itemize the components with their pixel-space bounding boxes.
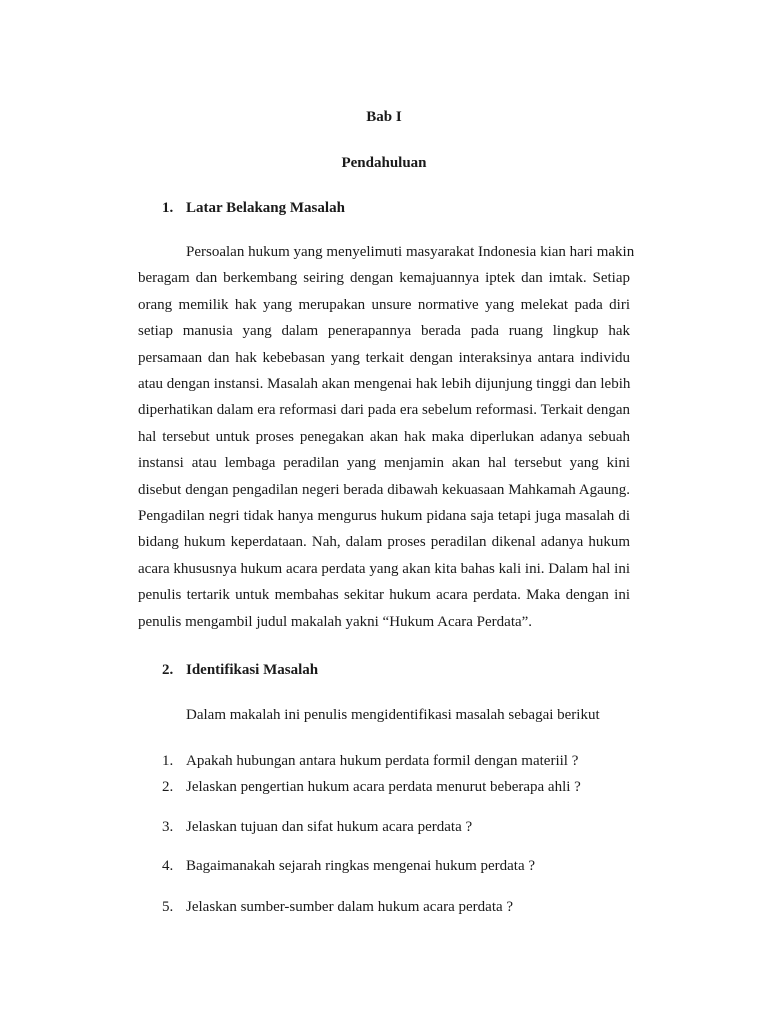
paragraph-line: disebut dengan pengadilan negeri berada dibawah kekuasaan Mahkamah Agaung. — [138, 481, 630, 498]
paragraph-line: orang memilik hak yang merupakan unsure normative yang melekat pada diri — [138, 296, 630, 313]
item-text: Jelaskan sumber-sumber dalam hukum acara perdata ? — [186, 899, 514, 915]
intro-text: Dalam makalah ini penulis mengidentifikasi masalah sebagai berikut — [186, 707, 600, 723]
paragraph-line: beragam dan berkembang seiring dengan kemajuannya iptek dan imtak. Setiap — [138, 270, 630, 287]
item-text: Apakah hubungan antara hukum perdata formil dengan materiil ? — [186, 753, 579, 769]
section-number: 1. — [162, 200, 174, 216]
item-number: 2. — [162, 779, 174, 795]
chapter-heading: Bab I — [366, 109, 402, 125]
paragraph-line: instansi atau lembaga peradilan yang menjamin akan hal tersebut yang kini — [138, 455, 630, 472]
chapter-title: Pendahuluan — [341, 155, 427, 171]
paragraph-line: persamaan dan hak kebebasan yang terkait dengan interaksinya antara individu — [138, 349, 630, 366]
paragraph-line: atau dengan instansi. Masalah akan mengenai hak lebih dijunjung tinggi dan lebih — [138, 376, 631, 392]
paragraph-line: penulis tertarik untuk membahas sekitar hukum acara perdata. Maka dengan ini — [138, 587, 630, 604]
paragraph-line: hal tersebut untuk proses penegakan akan hak maka diperlukan adanya sebuah — [138, 428, 630, 445]
paragraph-line: Persoalan hukum yang menyelimuti masyarakat Indonesia kian hari makin — [186, 244, 635, 260]
section-title: Latar Belakang Masalah — [186, 200, 345, 216]
item-text: Bagaimanakah sejarah ringkas mengenai hukum perdata ? — [186, 858, 536, 874]
paragraph-line: penulis mengambil judul makalah yakni “Hukum Acara Perdata”. — [138, 613, 533, 630]
section-title: Identifikasi Masalah — [186, 662, 319, 678]
paragraph-line: setiap manusia yang dalam penerapannya berada pada ruang lingkup hak — [138, 323, 630, 340]
paragraph-line: acara khususnya hukum acara perdata yang akan kita bahas kali ini. Dalam hal ini — [138, 560, 630, 577]
item-number: 1. — [162, 753, 174, 769]
item-text: Jelaskan tujuan dan sifat hukum acara perdata ? — [186, 819, 473, 835]
paragraph-line: Pengadilan negri tidak hanya mengurus hukum pidana saja tetapi juga masalah di — [138, 508, 630, 524]
item-number: 5. — [162, 899, 174, 915]
paragraph-line: diperhatikan dalam era reformasi dari pada era sebelum reformasi. Terkait dengan — [138, 402, 630, 419]
paragraph-line: bidang hukum keperdataan. Nah, dalam proses peradilan dikenal adanya hukum — [138, 534, 630, 551]
item-number: 3. — [162, 819, 174, 835]
item-number: 4. — [162, 858, 174, 874]
section-number: 2. — [162, 662, 174, 678]
item-text: Jelaskan pengertian hukum acara perdata menurut beberapa ahli ? — [186, 779, 581, 795]
